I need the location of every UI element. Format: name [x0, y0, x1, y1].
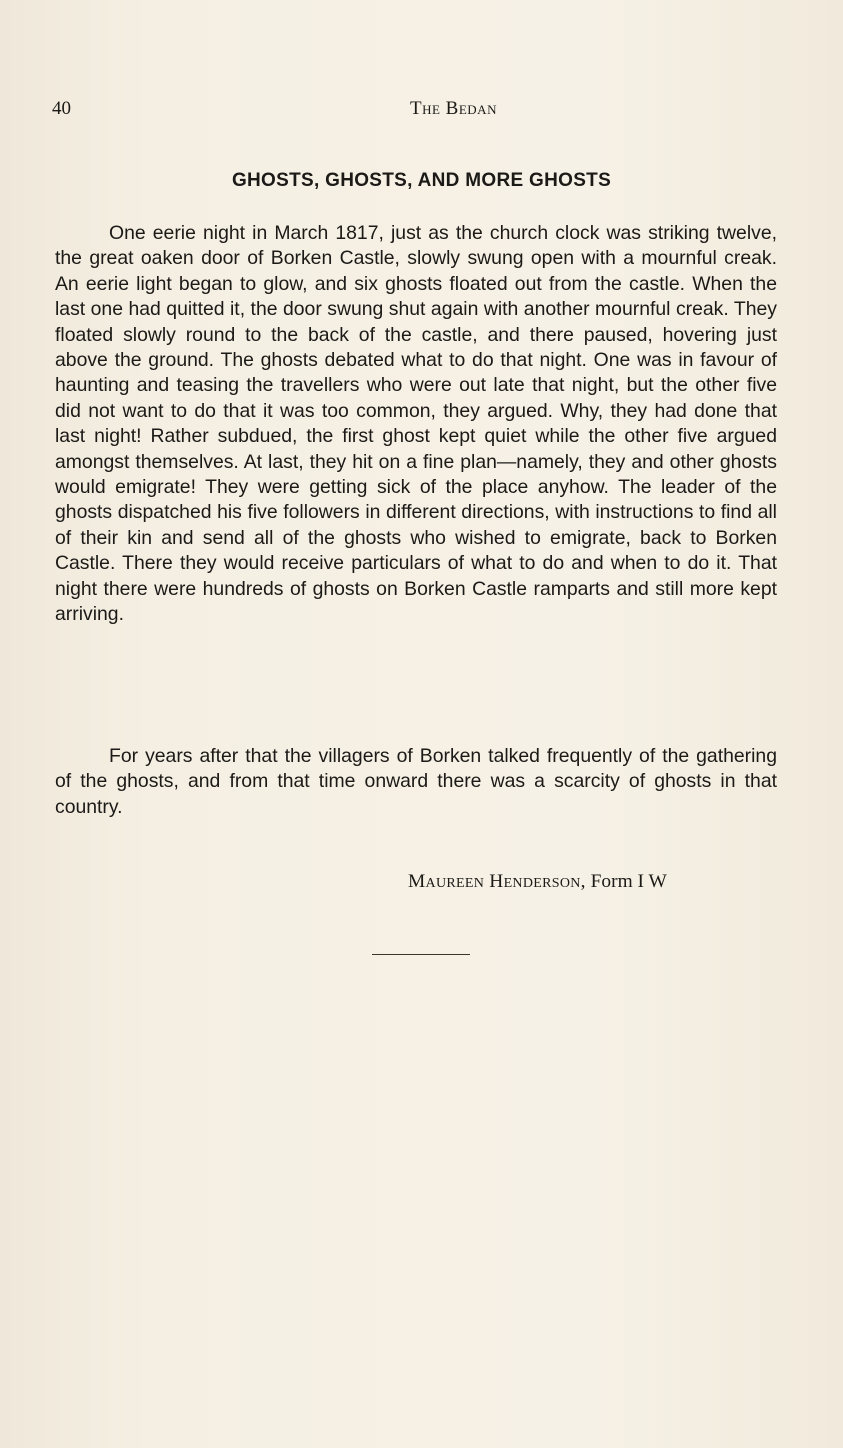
paragraph: For years after that the villagers of Borken talked frequently of the gathering of the ghosts, and from that time onward there was a scarcity of ghosts in that country. — [55, 745, 777, 818]
byline — [408, 871, 667, 893]
author-form: Form I W — [590, 871, 667, 892]
running-head — [52, 98, 792, 124]
page-number: 40 — [52, 98, 71, 119]
section-divider — [372, 954, 470, 955]
article-body-paragraph-2 — [55, 744, 777, 820]
article-title: GHOSTS, GHOSTS, AND MORE GHOSTS — [231, 170, 612, 191]
paragraph: One eerie night in March 1817, just as the church clock was striking twelve, the great oaken door of Borken Castle, slowly swung open with a mournful creak. An eerie light began to glow, and six ghosts floated out from the castle. When the last one had quitted it, the door swung shut again with another mournful creak. They floated slowly round to the back of the castle, and there paused, hovering just above the ground. The ghosts debated what to do that night. One was in favour of haunting and teasing the travellers who were out late that night, but the other five did not want to do that it was too common, they argued. Why, they had done that last night! Rather subdued, the first ghost kept quiet while the other five argued amongst themselves. At last, they hit on a fine plan—namely, they and other ghosts would emigrate! They were getting sick of the place anyhow. The leader of the ghosts dispatched his five followers in different directions, with instructions to find all of their kin and send all of the ghosts who wished to emigrate, back to Borken Castle. There they would receive particulars of what to do and when to do it. That night there were hundreds of ghosts on Borken Castle ramparts and still more kept arriving. — [55, 222, 777, 626]
article-body-paragraph-1 — [55, 221, 777, 628]
journal-title: The Bedan — [410, 98, 497, 119]
author-name: Maureen Henderson, — [408, 871, 586, 892]
